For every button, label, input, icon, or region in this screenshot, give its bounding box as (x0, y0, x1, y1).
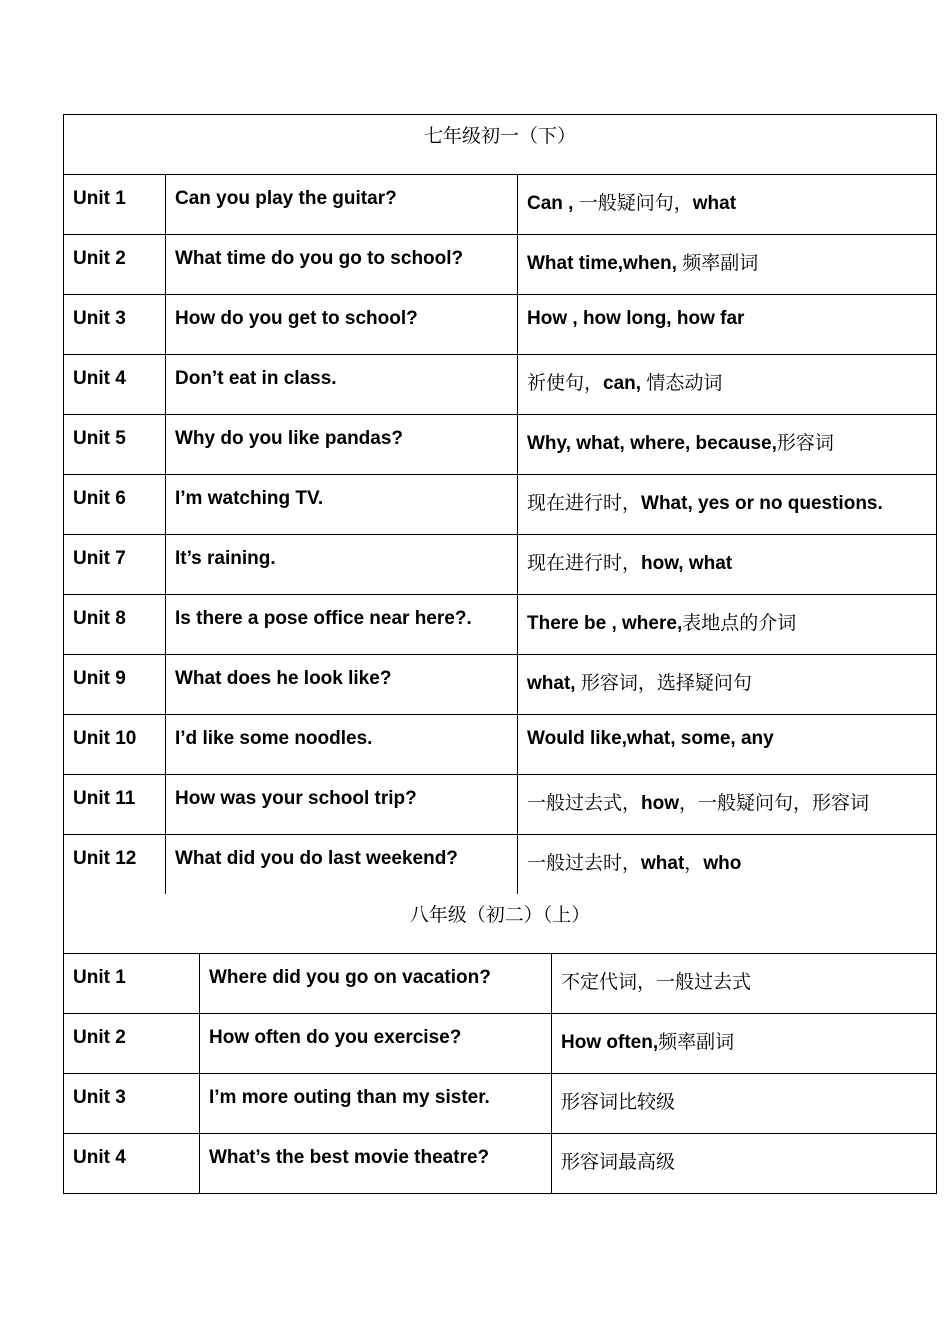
topic-cell: Don’t eat in class. (166, 355, 518, 414)
topic-cell: I’m watching TV. (166, 475, 518, 534)
topic-cell: What did you do last weekend? (166, 835, 518, 894)
table-row (64, 415, 936, 475)
topic-cell: Where did you go on vacation? (200, 954, 552, 1013)
grammar-segment: 现在进行时， (527, 552, 642, 574)
grammar-cell (518, 415, 936, 474)
section-rows (64, 175, 936, 895)
grammar-cell (518, 715, 936, 774)
table-row (64, 355, 936, 415)
topic-cell: Can you play the guitar? (166, 175, 518, 234)
grammar-segment: 形容词，选择疑问句 (580, 672, 752, 694)
unit-cell: Unit 7 (64, 535, 166, 594)
unit-cell: Unit 9 (64, 655, 166, 714)
unit-cell: Unit 5 (64, 415, 166, 474)
table-row (64, 475, 936, 535)
grammar-segment: what (692, 193, 737, 214)
grammar-segment: 形容词最高级 (561, 1151, 676, 1173)
grammar-cell (518, 295, 936, 354)
grammar-segment: 表地点的介词 (682, 612, 797, 634)
grammar-cell (518, 835, 936, 894)
grammar-segment: 现在进行时， (527, 492, 642, 514)
table-row (64, 235, 936, 295)
unit-cell: Unit 2 (64, 235, 166, 294)
unit-cell: Unit 1 (64, 954, 200, 1013)
section-grade8-autumn (64, 894, 936, 1194)
section-title: 八年级（初二）（上） (64, 894, 936, 954)
grammar-cell (518, 355, 936, 414)
grammar-segment: 情态动词 (646, 372, 723, 394)
table-row (64, 1074, 936, 1134)
grammar-segment: 形容词 (776, 432, 834, 454)
grammar-segment: 形容词比较级 (561, 1091, 676, 1113)
grammar-segment: What time,when, (527, 253, 683, 274)
table-row (64, 775, 936, 835)
grammar-segment: There be , where, (527, 613, 683, 634)
grammar-segment: 不定代词，一般过去式 (561, 971, 752, 993)
unit-cell: Unit 12 (64, 835, 166, 894)
grammar-segment: 一般过去式， (527, 792, 642, 814)
topic-cell: What does he look like? (166, 655, 518, 714)
grammar-segment: Would like,what, some, any (527, 728, 774, 749)
grammar-segment: Can , (527, 193, 579, 214)
grammar-segment: 频率副词 (658, 1031, 735, 1053)
table-row (64, 835, 936, 895)
grammar-cell (552, 1074, 936, 1133)
topic-cell: It’s raining. (166, 535, 518, 594)
topic-cell: Why do you like pandas? (166, 415, 518, 474)
grammar-segment: ，一般疑问句，形容词 (679, 792, 870, 814)
topic-cell: I’m more outing than my sister. (200, 1074, 552, 1133)
unit-cell: Unit 3 (64, 1074, 200, 1133)
unit-cell: Unit 8 (64, 595, 166, 654)
unit-cell: Unit 6 (64, 475, 166, 534)
grammar-cell (518, 535, 936, 594)
grammar-cell (518, 175, 936, 234)
topic-cell: How do you get to school? (166, 295, 518, 354)
grammar-segment: who (703, 853, 742, 874)
topic-cell: What time do you go to school? (166, 235, 518, 294)
grammar-cell (518, 775, 936, 834)
unit-cell: Unit 11 (64, 775, 166, 834)
grammar-segment: ， (684, 852, 704, 874)
grammar-segment: What, yes or no questions. (641, 493, 883, 514)
table-row (64, 1014, 936, 1074)
curriculum-table (63, 114, 937, 1194)
topic-cell: Is there a pose office near here?. (166, 595, 518, 654)
table-row (64, 1134, 936, 1194)
grammar-segment: How often, (561, 1032, 659, 1053)
table-row (64, 954, 936, 1014)
grammar-segment: 频率副词 (682, 252, 759, 274)
grammar-segment: 一般疑问句， (578, 192, 693, 214)
grammar-cell (552, 954, 936, 1013)
table-row (64, 175, 936, 235)
unit-cell: Unit 4 (64, 1134, 200, 1193)
table-row (64, 535, 936, 595)
grammar-cell (518, 235, 936, 294)
grammar-cell (552, 1134, 936, 1193)
grammar-cell (552, 1014, 936, 1073)
grammar-segment: Why, what, where, because, (527, 433, 777, 454)
topic-cell: How was your school trip? (166, 775, 518, 834)
table-row (64, 655, 936, 715)
topic-cell: What’s the best movie theatre? (200, 1134, 552, 1193)
grammar-cell (518, 595, 936, 654)
table-row (64, 595, 936, 655)
grammar-segment: what (641, 853, 685, 874)
unit-cell: Unit 3 (64, 295, 166, 354)
grammar-segment: how, what (641, 553, 733, 574)
section-title: 七年级初一（下） (64, 115, 936, 175)
unit-cell: Unit 4 (64, 355, 166, 414)
section-rows (64, 954, 936, 1194)
grammar-segment: can, (603, 373, 647, 394)
grammar-segment: 一般过去时， (527, 852, 642, 874)
unit-cell: Unit 2 (64, 1014, 200, 1073)
grammar-segment: how (641, 793, 680, 814)
table-row (64, 715, 936, 775)
grammar-segment: what, (527, 673, 581, 694)
topic-cell: I’d like some noodles. (166, 715, 518, 774)
topic-cell: How often do you exercise? (200, 1014, 552, 1073)
unit-cell: Unit 1 (64, 175, 166, 234)
grammar-segment: How , how long, how far (527, 308, 745, 329)
table-row (64, 295, 936, 355)
grammar-segment: 祈使句， (527, 372, 604, 394)
grammar-cell (518, 475, 936, 534)
section-grade7-spring (64, 115, 936, 895)
grammar-cell (518, 655, 936, 714)
unit-cell: Unit 10 (64, 715, 166, 774)
